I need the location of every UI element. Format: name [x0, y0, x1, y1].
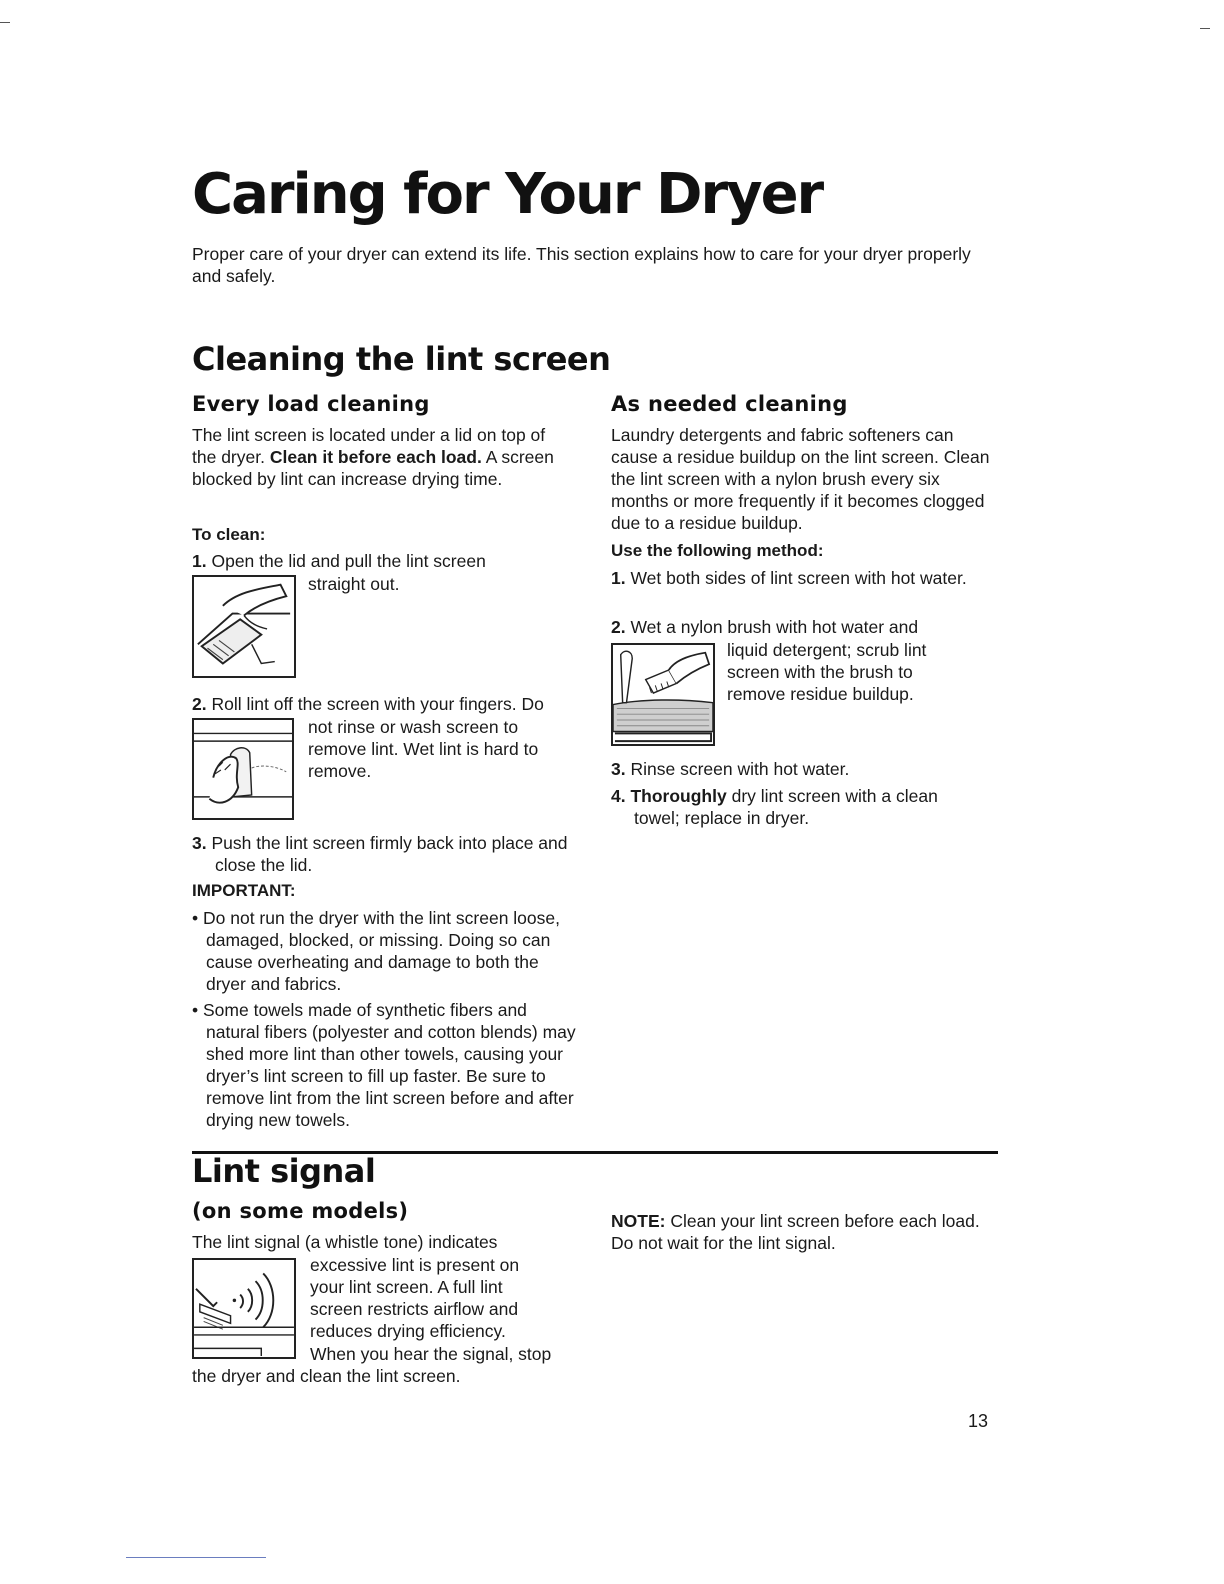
- lint-signal-line-6: When you hear the signal, stop: [310, 1344, 552, 1364]
- important-bullets: [192, 907, 577, 1131]
- step3-text: Push the lint screen firmly back into place and close the lid.: [211, 833, 568, 875]
- lint-screen-heading: Cleaning the lint screen: [192, 340, 611, 378]
- every-load-text-b: A screen blocked by lint can increase drying time.: [192, 447, 554, 489]
- lint-signal-illustration: [192, 1258, 296, 1359]
- an-step4-number: 4.: [611, 786, 626, 806]
- lint-signal-heading: Lint signal: [192, 1152, 376, 1190]
- lint-signal-line-5: reduces drying efficiency.: [310, 1321, 506, 1341]
- an-step4-text: dry lint screen with a clean towel; replace in dryer.: [634, 786, 938, 828]
- an-step2-text-b: liquid detergent; scrub lint: [727, 640, 927, 660]
- bullet2-text: Some towels made of synthetic fibers and natural fibers (polyester and cotton blends) may shed more lint than other towels, causing your dryer’s lint screen to fill up faster. Be sure to remove lint from the lint screen before and after drying new towels.: [203, 1000, 576, 1130]
- page-title: Caring for Your Dryer: [192, 162, 823, 227]
- method-label: Use the following method:: [611, 541, 824, 560]
- bullet1-text: Do not run the dryer with the lint screen loose, damaged, blocked, or missing. Doing so can cause overheating and damage to both the dryer and fabrics.: [203, 908, 560, 994]
- an-step2-text-d: remove residue buildup.: [727, 684, 914, 704]
- an-step4-bold: Thoroughly: [630, 786, 727, 806]
- scan-line: [126, 1557, 266, 1558]
- step2-text-a: Roll lint off the screen with your fingers. Do: [211, 694, 544, 714]
- step2-text-d: remove.: [308, 761, 372, 781]
- an-step3-number: 3.: [611, 759, 626, 779]
- lint-signal-line-3: your lint screen. A full lint: [310, 1277, 503, 1297]
- note-label: NOTE:: [611, 1211, 666, 1231]
- step1-line-a: [192, 550, 486, 572]
- an-step1-number: 1.: [611, 568, 626, 588]
- lint-signal-line-1: The lint signal (a whistle tone) indicates: [192, 1232, 498, 1252]
- step1-text-a: Open the lid and pull the lint screen: [211, 551, 486, 571]
- important-bullet-2: • Some towels made of synthetic fibers and natural fibers (polyester and cotton blends) may shed more lint than other towels, causing your dryer’s lint screen to fill up faster. Be sure to remove lint from the lint screen before and after drying new towels.: [192, 1000, 576, 1130]
- as-needed-heading: As needed cleaning: [611, 392, 848, 416]
- as-needed-step4: [611, 785, 986, 829]
- important-bullet-1: • Do not run the dryer with the lint screen loose, damaged, blocked, or missing. Doing so can cause overheating and damage to both the dryer and fabrics.: [192, 908, 560, 994]
- step2-number: 2.: [192, 694, 207, 714]
- every-load-paragraph: [192, 424, 572, 490]
- an-step3-text: Rinse screen with hot water.: [630, 759, 850, 779]
- step2-line-a: [192, 693, 544, 715]
- step2-text-b: not rinse or wash screen to: [308, 717, 519, 737]
- an-step2-number: 2.: [611, 617, 626, 637]
- lint-signal-line-4: screen restricts airflow and: [310, 1299, 519, 1319]
- step1-number: 1.: [192, 551, 207, 571]
- an-step2-text-a: Wet a nylon brush with hot water and: [630, 617, 919, 637]
- scrub-screen-illustration: [611, 643, 715, 746]
- open-lid-illustration: [192, 575, 296, 678]
- page-number: 13: [968, 1411, 989, 1431]
- scan-mark: [0, 22, 10, 23]
- to-clean-label: To clean:: [192, 525, 266, 544]
- step2-text-c: remove lint. Wet lint is hard to: [308, 739, 539, 759]
- as-needed-paragraph: Laundry detergents and fabric softeners can cause a residue buildup on the lint screen. Clean the lint screen with a nylon brush every six months or more frequently if it becomes clogged due to a residue buildup.: [611, 425, 990, 533]
- roll-lint-illustration: [192, 718, 294, 820]
- scan-mark: [1200, 28, 1210, 29]
- lint-signal-line-7: the dryer and clean the lint screen.: [192, 1366, 461, 1386]
- every-load-text-a: The lint screen is located under a lid on top of the dryer.: [192, 425, 546, 467]
- every-load-text-bold: Clean it before each load.: [269, 447, 482, 467]
- lint-signal-subheading: (on some models): [192, 1199, 409, 1223]
- step3: [192, 832, 577, 876]
- an-step2-text-c: screen with the brush to: [727, 662, 913, 682]
- lint-signal-note: [611, 1210, 991, 1254]
- lint-signal-line-2: excessive lint is present on: [310, 1255, 520, 1275]
- as-needed-step1: [611, 567, 971, 589]
- every-load-heading: Every load cleaning: [192, 392, 430, 416]
- step1-text-b: straight out.: [308, 574, 400, 594]
- important-label: IMPORTANT:: [192, 881, 296, 900]
- as-needed-step3: [611, 758, 991, 780]
- intro-paragraph: Proper care of your dryer can extend its life. This section explains how to care for your dryer properly and safely.: [192, 244, 971, 286]
- note-text: Clean your lint screen before each load. Do not wait for the lint signal.: [611, 1211, 980, 1253]
- an-step2-line-a: [611, 616, 918, 638]
- step3-number: 3.: [192, 833, 207, 853]
- an-step1-text: Wet both sides of lint screen with hot water.: [630, 568, 967, 588]
